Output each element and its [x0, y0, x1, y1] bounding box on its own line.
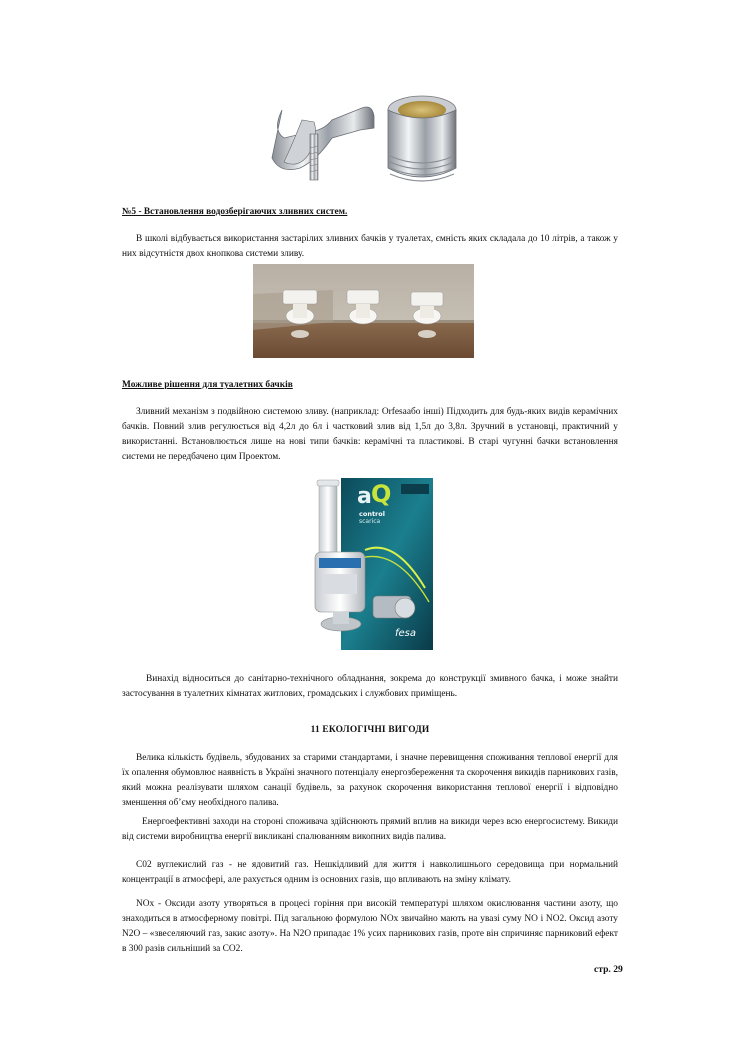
eco-paragraph-2: Енергоефективні заходи на стороні споживача здійснюють прямий вплив на викиди через всю енергосистему. Викиди від системи виробництва енергії викликані спалюванням викопних видів палива. — [122, 817, 618, 842]
brand-a: a — [357, 484, 372, 509]
solution-paragraph: Зливний механізм з подвійною системою зливу. (наприклад: Orfesaабо інші) Підходить для будь-яких видів керамічних бачків. Повний злив регулюється від 4,2л до 6л і частковий злив від 1,5л до 3,8л. Зручний в установці, практичний у використанні. Встановлюється лише на нові типи бачків: керамічні та пластикові. В старі чугунні бачки встановлення системи не передбачено цим Проектом. — [122, 407, 618, 462]
box-maker: fesa — [395, 628, 417, 639]
section5-paragraph: В школі відбувається використання застарілих зливних бачків у туалетах, ємність яких складала до 10 літрів, а також у них відсутністя двох кнопкова системи зливу. — [122, 234, 618, 259]
faucet-aerator-photo — [262, 90, 472, 198]
school-toilets-photo — [253, 264, 474, 358]
dual-flush-mechanism-photo — [305, 478, 433, 650]
box-line-scarica: scarica — [359, 518, 381, 525]
eco-paragraph-4: NOx - Оксиди азоту утворяться в процесі горіння при високій температурі шляхом окислювання частини азоту, що знаходиться в атмосферному повітрі. Під загальною формулою NOx звичайно мають на увазі суму NO і NO2. Оксид азоту N2O – «звеселяючий газ, закис азоту». На N2O припадає 1% усих парникових газів, проте він спричиняє парниковий ефект в 300 разів сильніший за CO2. — [122, 899, 618, 954]
page-number: стр. 29 — [594, 964, 623, 975]
section5-heading: №5 - Встановлення водозберігаючих зливних систем. — [122, 207, 348, 217]
invention-paragraph: Винахід відноситься до санітарно-технічного обладнання, зокрема до конструкції змивного бачка, і може знайти застосування в туалетних кімнатах житлових, громадських і службових приміщень. — [122, 674, 618, 699]
section11-title: 11 ЕКОЛОГІЧНІ ВИГОДИ — [310, 725, 430, 735]
box-line-control: control — [359, 510, 385, 518]
solution-heading: Можливе рішення для туалетних бачків — [122, 380, 293, 390]
eco-paragraph-1: Велика кількість будівель, збудованих за старими стандартами, і значне перевищення споживання теплової енергії для їх опалення обумовлює наявність в Україні значного потенціалу енергозбереження та скорочення викидів парникових газів, який можна реалізувати шляхом санації будівель, за рахунок скорочення використання теплової енергії і відповідно зменшення об’єму необхідного палива. — [122, 753, 618, 808]
brand-q: Q — [371, 480, 392, 508]
eco-paragraph-3: С02 вуглекислий газ - не ядовитий газ. Нешкідливий для життя і навколишнього середовища при нормальний концентрації в атмосфері, але рахується одним із основних газів, що впливають на зміну клімату. — [122, 860, 618, 885]
